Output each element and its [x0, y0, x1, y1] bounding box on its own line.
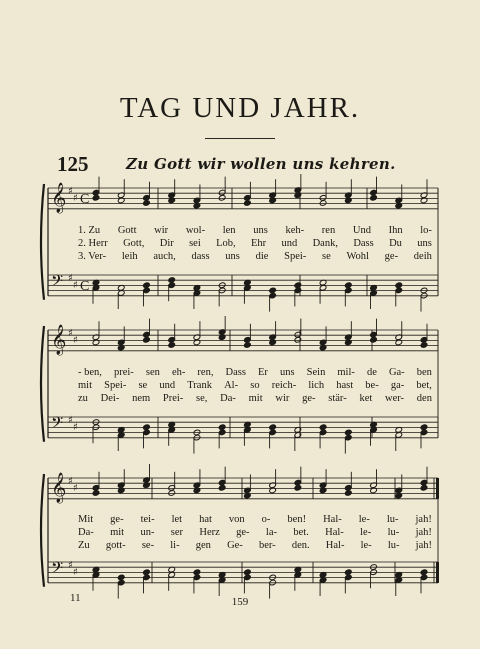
sharp-icon: ♯: [68, 186, 73, 197]
lyric-syllable: gen: [195, 540, 211, 551]
final-barline-thick: [436, 478, 439, 499]
sharp-icon: ♯: [73, 193, 78, 204]
lyric-line: [78, 380, 432, 391]
sharp-icon: ♯: [68, 560, 73, 571]
lyric-syllable: Lob,: [216, 238, 236, 249]
lyric-syllable: Und: [352, 225, 371, 236]
lyric-syllable: ga-: [390, 380, 405, 391]
note-head: [168, 277, 176, 284]
lyric-syllable: hat: [199, 514, 212, 525]
lyric-syllable: deih: [413, 251, 432, 262]
lyric-syllable: eh-: [171, 367, 186, 378]
bass-clef-icon: 𝄢: [51, 272, 64, 294]
note-head: [395, 282, 403, 289]
lyric-line: [78, 238, 432, 249]
lyric-syllable: die: [255, 251, 269, 262]
lyric-line: [78, 527, 432, 538]
lyric-syllable: Ihn: [388, 225, 403, 236]
note-head: [345, 429, 353, 436]
lyric-syllable: leih: [121, 251, 138, 262]
lyric-syllable: dass: [191, 251, 210, 262]
lyric-syllable: be-: [365, 380, 379, 391]
final-barline-thick: [436, 562, 439, 583]
lyric-syllable: 3. Ver-: [78, 251, 107, 262]
note-head: [218, 424, 226, 431]
common-time-icon: C: [80, 279, 90, 294]
lyric-syllable: zu: [78, 393, 88, 404]
lyric-syllable: se: [322, 251, 331, 262]
lyric-syllable: li-: [170, 540, 180, 551]
lyric-syllable: und: [159, 380, 176, 391]
lyric-syllable: ket: [359, 393, 373, 404]
lyric-syllable: Trank: [187, 380, 212, 391]
lyric-syllable: Gott,: [123, 238, 145, 249]
lyric-syllable: ren,: [197, 367, 214, 378]
note-head: [345, 282, 353, 289]
lyric-syllable: sen: [145, 367, 160, 378]
note-head: [420, 569, 428, 576]
lyric-syllable: Hal-: [325, 527, 344, 538]
lyric-syllable: hast: [336, 380, 354, 391]
lyric-syllable: Dank,: [312, 238, 338, 249]
lyric-syllable: bet,: [416, 380, 432, 391]
lyric-syllable: Hal-: [325, 540, 345, 551]
lyric-syllable: Er: [258, 367, 268, 378]
hymn-title: Zu Gott wir wollen uns kehren.: [126, 155, 396, 173]
lyric-syllable: uns: [280, 367, 295, 378]
treble-clef-icon: 𝄞: [51, 183, 67, 213]
lyric-syllable: lu-: [387, 540, 400, 551]
lyric-line: [78, 251, 432, 262]
lyric-syllable: und: [281, 238, 298, 249]
note-head: [143, 337, 151, 344]
lyric-syllable: mit: [110, 527, 125, 538]
lyric-syllable: - ben,: [78, 367, 102, 378]
note-head: [420, 342, 428, 349]
sharp-icon: ♯: [68, 273, 73, 284]
lyric-syllable: le-: [358, 514, 370, 525]
lyric-syllable: mit: [78, 380, 93, 391]
lyric-syllable: se,: [196, 393, 208, 404]
lyric-syllable: 1. Zu: [78, 225, 101, 236]
lyric-syllable: Zu: [78, 540, 90, 551]
lyric-syllable: Gott: [117, 225, 137, 236]
lyric-syllable: Ehr: [250, 238, 267, 249]
lyric-syllable: lu-: [387, 527, 400, 538]
lyric-syllable: ge-: [110, 514, 124, 525]
note-head: [92, 490, 100, 497]
lyric-syllable: mit: [248, 393, 263, 404]
note-head: [168, 490, 176, 497]
sharp-icon: ♯: [73, 280, 78, 291]
sharp-icon: ♯: [73, 567, 78, 578]
lyric-syllable: ge-: [302, 393, 316, 404]
note-head: [345, 490, 353, 497]
note-head: [420, 424, 428, 431]
lyric-syllable: un-: [140, 527, 155, 538]
sharp-icon: ♯: [73, 483, 78, 494]
note-head: [143, 569, 151, 576]
lyric-syllable: Dass: [353, 238, 374, 249]
lyric-syllable: wol-: [185, 225, 206, 236]
note-head: [294, 337, 302, 344]
sharp-icon: ♯: [73, 422, 78, 433]
lyric-syllable: Al-: [224, 380, 239, 391]
lyric-syllable: den: [416, 393, 432, 404]
lyric-syllable: ge-: [384, 251, 399, 262]
sharp-icon: ♯: [73, 335, 78, 346]
lyric-syllable: reich-: [271, 380, 297, 391]
lyric-syllable: Da-: [78, 527, 94, 538]
lyric-syllable: se-: [141, 540, 155, 551]
system-brace: [41, 474, 44, 587]
lyric-syllable: gott-: [105, 540, 126, 551]
lyric-syllable: Da-: [220, 393, 236, 404]
lyric-syllable: bet.: [293, 527, 309, 538]
lyric-syllable: ber-: [258, 540, 276, 551]
lyric-syllable: Du: [389, 238, 402, 249]
lyric-syllable: ser: [170, 527, 184, 538]
note-head: [370, 195, 378, 202]
lyric-syllable: sei: [189, 238, 201, 249]
note-head: [168, 342, 176, 349]
lyric-syllable: wir: [154, 225, 169, 236]
lyric-syllable: ben!: [287, 514, 307, 525]
lyric-syllable: prei-: [113, 367, 134, 378]
lyric-syllable: le-: [360, 540, 372, 551]
sharp-icon: ♯: [68, 415, 73, 426]
lyric-line: [78, 393, 432, 404]
lyric-syllable: nem: [132, 393, 151, 404]
note-head: [244, 569, 252, 576]
lyric-syllable: ren: [321, 225, 336, 236]
note-head: [143, 200, 151, 207]
lyric-syllable: so: [250, 380, 260, 391]
note-head: [117, 574, 125, 581]
lyric-syllable: lu-: [386, 514, 399, 525]
note-head: [370, 337, 378, 344]
lyric-line: [78, 367, 432, 378]
lyric-syllable: jah!: [415, 540, 432, 551]
lyric-syllable: Spei-: [284, 251, 307, 262]
lyric-syllable: Ga-: [388, 367, 405, 378]
lyric-syllable: keh-: [285, 225, 305, 236]
note-head: [143, 282, 151, 289]
note-head: [345, 569, 353, 576]
lyric-syllable: tei-: [140, 514, 155, 525]
common-time-icon: C: [80, 192, 90, 207]
lyric-syllable: jah!: [415, 514, 432, 525]
lyric-syllable: la-: [265, 527, 277, 538]
lyric-syllable: se: [138, 380, 148, 391]
lyric-syllable: le-: [360, 527, 372, 538]
note-head: [269, 424, 277, 431]
lyric-syllable: lich: [308, 380, 325, 391]
lyric-syllable: mil-: [337, 367, 355, 378]
lyric-syllable: Herz: [199, 527, 220, 538]
lyric-syllable: wer-: [385, 393, 405, 404]
bass-clef-icon: 𝄢: [51, 414, 64, 436]
note-head: [193, 569, 201, 576]
lyric-syllable: ben: [416, 367, 432, 378]
hymn-number: 125: [57, 152, 89, 176]
system-brace: [41, 326, 44, 442]
lyric-syllable: Mit: [78, 514, 94, 525]
lyric-syllable: uns: [417, 238, 432, 249]
lyric-line: [78, 514, 432, 525]
lyric-syllable: lo-: [420, 225, 432, 236]
note-head: [319, 200, 327, 207]
note-head: [244, 200, 252, 207]
note-head: [319, 424, 327, 431]
lyric-syllable: de: [366, 367, 377, 378]
note-head: [294, 282, 302, 289]
signature-mark: 11: [70, 592, 81, 604]
lyric-syllable: Spei-: [104, 380, 127, 391]
lyric-syllable: Ge-: [227, 540, 243, 551]
lyric-syllable: let: [171, 514, 183, 525]
note-head: [92, 195, 100, 202]
sharp-icon: ♯: [68, 328, 73, 339]
page-number: 159: [231, 596, 249, 608]
system-brace: [41, 184, 44, 300]
bass-clef-icon: 𝄢: [51, 559, 64, 581]
note-head: [218, 195, 226, 202]
lyric-syllable: den.: [291, 540, 310, 551]
lyric-syllable: Dei-: [100, 393, 120, 404]
treble-clef-icon: 𝄞: [51, 473, 67, 503]
lyric-syllable: uns: [253, 225, 268, 236]
sharp-icon: ♯: [68, 476, 73, 487]
lyric-syllable: Wohl: [346, 251, 369, 262]
note-head: [244, 342, 252, 349]
lyric-syllable: Dass: [225, 367, 246, 378]
lyric-line: [78, 540, 432, 551]
lyric-syllable: Sein: [306, 367, 326, 378]
note-head: [218, 485, 226, 492]
lyric-syllable: uns: [225, 251, 240, 262]
lyric-syllable: Prei-: [162, 393, 184, 404]
lyric-syllable: wir: [275, 393, 290, 404]
lyric-syllable: stär-: [328, 393, 347, 404]
note-head: [143, 424, 151, 431]
lyric-syllable: Dir: [159, 238, 174, 249]
lyric-syllable: 2. Herr: [78, 238, 108, 249]
lyric-syllable: o-: [261, 514, 271, 525]
lyric-syllable: von: [228, 514, 245, 525]
lyric-syllable: ge-: [236, 527, 250, 538]
note-head: [269, 287, 277, 294]
lyric-syllable: jah!: [415, 527, 432, 538]
treble-clef-icon: 𝄞: [51, 325, 67, 355]
note-head: [420, 485, 428, 492]
section-title: TAG UND JAHR.: [119, 92, 361, 124]
lyric-syllable: len: [222, 225, 236, 236]
lyric-syllable: auch,: [153, 251, 176, 262]
lyric-line: [78, 225, 432, 236]
note-head: [294, 485, 302, 492]
lyric-syllable: Hal-: [323, 514, 342, 525]
